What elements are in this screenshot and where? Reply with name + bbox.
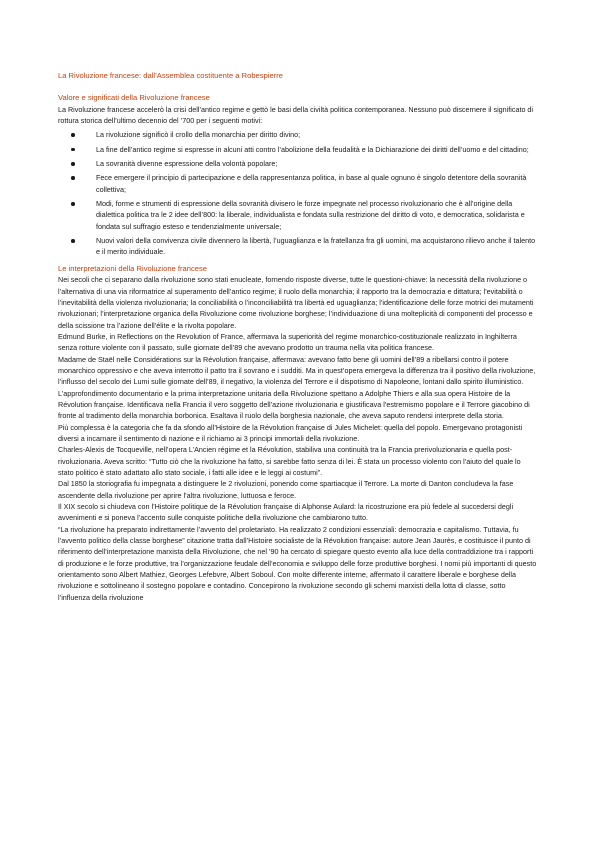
bullet-item: Nuovi valori della convivenza civile divennero la libertà, l’uguaglianza e la fratellanza fra gli uomini, ma acquistarono rilievo anche il talento e il merito individuale.: [96, 236, 536, 257]
section-heading-interpretazioni: Le interpretazioni della Rivoluzione francese: [58, 263, 208, 273]
section-heading-valore: Valore e significati della Rivoluzione francese: [58, 93, 210, 103]
body-paragraph: Charles-Alexis de Tocqueville, nell’opera L’Ancien régime et la Révolution, stabiliva una continuità tra la Francia prerivoluzionaria e quella post-rivoluzionaria. Aveva scritto: “Tutto ciò che la rivoluzione ha fatto, si sarebbe fatto senza di lei. È stata un processo violento con l’aiuto del quale lo stato politico è stato adattato allo stato sociale, i fatti alle idee e le leggi ai costumi”.: [58, 445, 521, 477]
body-paragraph: Più complessa è la categoria che fa da sfondo all’Histoire de la Révolution française di Jules Michelet: quella del popolo. Emergevano protagonisti diversi a incarnare il sentimento di nazione e il richiamo ai 3 principi immortali della rivoluzione.: [58, 422, 523, 443]
document-title: La Rivoluzione francese: dall’Assemblea costituente a Robespierre: [58, 71, 283, 80]
body-paragraph: “La rivoluzione ha preparato indirettamente l’avvento del proletariato. Ha realizzato 2 condizioni essenziali: democrazia e capitalismo. Tuttavia, fu l’avvento politico della classe borghese” citazione tratta dall’Histoire socialiste de la Révolution française: autore Jean Jaurès, e costituisce il punto di riferimento dell’interpretazione marxista della Rivoluzione, che nel ’90 ha cercato di spiegare questo evento alla luce della contraddizione tra i rapporti di produzione e le forze produttive, tra l’organizzazione feudale dell’economia e sviluppo delle forze produttive borghesi. I nomi più importanti di questo orientamento sono Albert Mathiez, Georges Lefebvre, Albert Soboul. Con molte differente interne, affermato il carattere liberale e borghese della rivoluzione e sottolineano il sostegno popolare e contadino. Concepirono la rivoluzione secondo gli schemi marxisti della lotta di classe, sotto l’influenza della rivoluzione: [58, 524, 537, 602]
bullet-item: La sovranità divenne espressione della volontà popolare;: [96, 158, 537, 169]
section-intro-paragraph: La Rivoluzione francese accelerò la crisi dell’antico regime e gettò le basi della civiltà politica contemporanea. Nessuno può discernere il significato di rottura storica dell’ultimo decennio del ’700 per i seguenti motivi:: [58, 104, 534, 126]
body-paragraph: Edmund Burke, in Reflections on the Revolution of France, affermava la superiorità del regime monarchico-costituzionale realizzato in Inghilterra senza rotture violente con il passato, sulle giornate dell’89 che avevano prodotto un trauma nella vita politica francese.: [58, 331, 517, 353]
body-paragraph: Nei secoli che ci separano dalla rivoluzione sono stati enucleate, fornendo risposte diverse, tutte le questioni-chiave: la necessità della rivoluzione o l’alternativa di una via riformatrice al superamento dell’antico regime; il ruolo della monarchia; il rapporto tra la democrazia e dittatura; l’evitabilità o l’inevitabilità della violenza rivoluzionaria; la conciliabilità o l’inconciliabilità tra libertà ed uguaglianza; l’identificazione delle forze motrici dei mutamenti rivoluzionari; l’interpretazione organica della Rivoluzione come rivoluzione borghese; l’individuazione di una molteplicità di componenti del processo e della scissione tra l’azione dell’élite e la rivolta popolare.: [58, 275, 534, 330]
bullet-item: Modi, forme e strumenti di espressione della sovranità divisero le forze impegnate nel processo rivoluzionario che è all’origine della dialettica politica tra le 2 idee dell’800: la liberale, individualista e fondata sulla restrizione del diritto di voto, e democratica, solidarista e fondata sul suffragio esteso e tendenzialmente universale;: [96, 198, 537, 232]
body-paragraph: Il XIX secolo si chiudeva con l’Histoire politique de la Révolution française di Alphonse Aulard: la ricostruzione era più fedele al succedersi degli avvenimenti e si poneva l’accento sulle conquiste politiche della rivoluzione che cambiarono tutto.: [58, 502, 514, 523]
motivi-bullet-list: [58, 129, 537, 257]
body-paragraph: Madame de Staël nelle Considérations sur la Révolution française, affermava: avevano fatto bene gli uomini dell’89 a ribellarsi contro il potere monarchico oppressivo e che aveva interrotto il patto tra il sovrano e i sudditi. Ma in quest’opera emergeva la differenza tra il positivo della rivoluzione, l’influsso del secolo dei Lumi sulle giornate dell’89, il negativo, la violenza del Terrore e il dispotismo di Napoleone, lontani dallo spirito illuministico. L’approfondimento documentario e la prima interpretazione unitaria della Rivoluzione spettano a Adolphe Thiers e alla sua opera Histoire de la Révolution française. Identificava nella Francia il vero soggetto dell’azione rivoluzionaria e giustificava l’estremismo popolare e il Terrore giacobino di fronte al tradimento della monarchia borbonica. Esaltava il ruolo della borghesia nazionale, che aveva saputo rendersi interprete della storia.: [58, 354, 536, 421]
bullet-item: La fine dell’antico regime si espresse in alcuni atti contro l’abolizione della feudalità e la Dichiarazione dei diritti dell’uomo e del cittadino;: [96, 144, 537, 155]
bullet-item: Fece emergere il principio di partecipazione e della rappresentanza politica, in base al quale ognuno è singolo detentore della sovranità collettiva;: [96, 172, 537, 195]
body-paragraph: Dal 1850 la storiografia fu impegnata a distinguere le 2 rivoluzioni, ponendo come spartiacque il Terrore. La morte di Danton concludeva la fase ascendente della rivoluzione per aprire l’altra rivoluzione, luttuosa e feroce.: [58, 479, 514, 500]
bullet-item: La rivoluzione significò il crollo della monarchia per diritto divino;: [96, 129, 537, 140]
